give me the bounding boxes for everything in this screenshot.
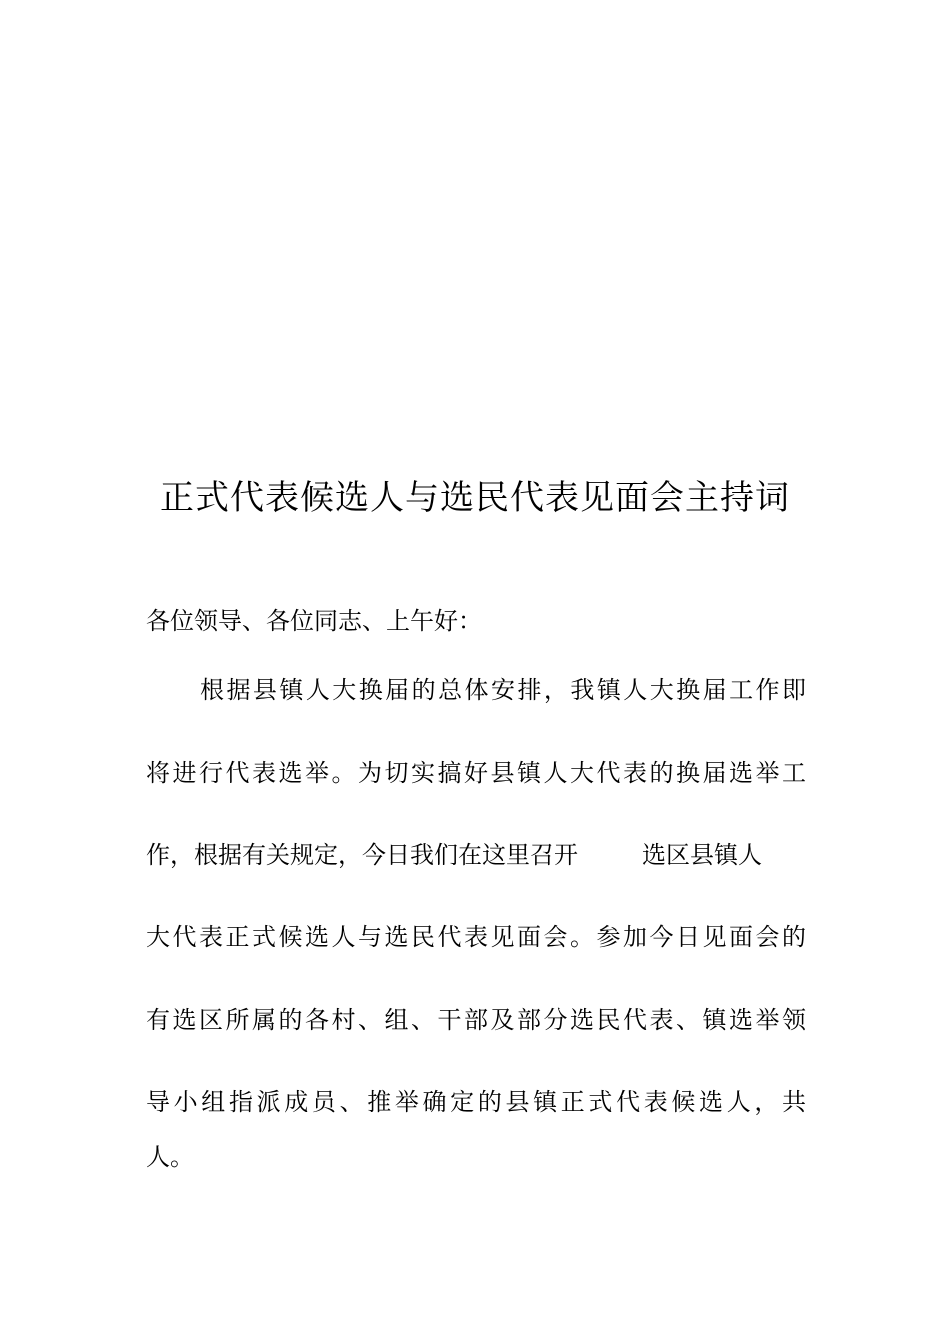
paragraph-line-6: 导小组指派成员、推举确定的县镇正式代表候选人，共 (146, 1088, 806, 1116)
paragraph-line-4: 大代表正式候选人与选民代表见面会。参加今日见面会的 (146, 923, 806, 951)
paragraph-line-5: 有选区所属的各村、组、干部及部分选民代表、镇选举领 (146, 1006, 806, 1034)
paragraph-line-2: 将进行代表选举。为切实搞好县镇人大代表的换届选举工 (146, 759, 806, 787)
salutation: 各位领导、各位同志、上午好： (146, 607, 482, 635)
paragraph-line-7: 人。 (146, 1143, 194, 1171)
paragraph-line-1: 根据县镇人大换届的总体安排，我镇人大换届工作即 (200, 676, 806, 704)
document-title: 正式代表候选人与选民代表见面会主持词 (160, 478, 790, 518)
paragraph-line-3-end: 选区县镇人 (642, 841, 762, 869)
paragraph-line-3 (146, 838, 806, 872)
paragraph-line-3-start: 作，根据有关规定，今日我们在这里召开 (146, 841, 578, 869)
